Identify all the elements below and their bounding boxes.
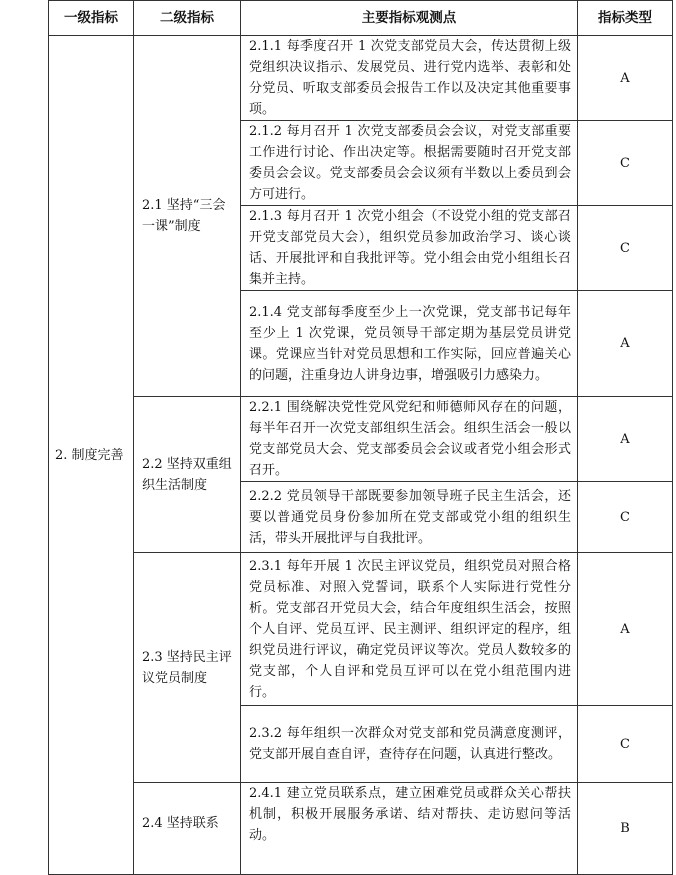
observation-cell: 2.1.4 党支部每季度至少上一次党课，党支部书记每年至少上 1 次党课，党员领导干部定期为基层党员讲党课。党课应当针对党员思想和工作实际，回应普遍关心的问题，注重身边人讲身边事，增强吸引力感染力。: [241, 291, 578, 397]
type-cell: A: [578, 36, 673, 121]
level2-cell: 2.2 坚持双重组织生活制度: [134, 397, 241, 553]
type-cell: A: [578, 397, 673, 482]
header-level1: 一级指标: [49, 1, 134, 36]
type-cell: B: [578, 783, 673, 875]
header-row: [49, 1, 673, 36]
type-cell: C: [578, 121, 673, 206]
indicator-table: [48, 0, 673, 875]
level2-cell: 2.4 坚持联系: [134, 783, 241, 875]
type-cell: C: [578, 206, 673, 291]
header-type: 指标类型: [578, 1, 673, 36]
level1-cell: 2. 制度完善: [49, 36, 134, 875]
header-level2: 二级指标: [134, 1, 241, 36]
type-cell: A: [578, 553, 673, 706]
observation-cell: 2.3.2 每年组织一次群众对党支部和党员满意度测评，党支部开展自查自评，查待存在问题，认真进行整改。: [241, 706, 578, 783]
type-cell: A: [578, 291, 673, 397]
table-row: [49, 397, 673, 482]
level2-cell: 2.3 坚持民主评议党员制度: [134, 553, 241, 783]
observation-cell: 2.4.1 建立党员联系点，建立困难党员或群众关心帮扶机制，积极开展服务承诺、结对帮扶、走访慰问等活动。: [241, 783, 578, 875]
observation-cell: 2.1.2 每月召开 1 次党支部委员会会议，对党支部重要工作进行讨论、作出决定等。根据需要随时召开党支部委员会会议。党支部委员会会议须有半数以上委员到会方可进行。: [241, 121, 578, 206]
type-cell: C: [578, 482, 673, 553]
table-row: [49, 36, 673, 121]
table-row: [49, 783, 673, 875]
observation-cell: 2.1.3 每月召开 1 次党小组会（不设党小组的党支部召开党支部党员大会），组织党员参加政治学习、谈心谈话、开展批评和自我批评等。党小组会由党小组组长召集并主持。: [241, 206, 578, 291]
table-row: [49, 553, 673, 706]
level2-cell: 2.1 坚持“三会一课”制度: [134, 36, 241, 397]
observation-cell: 2.3.1 每年开展 1 次民主评议党员，组织党员对照合格党员标准、对照入党誓词，联系个人实际进行党性分析。党支部召开党员大会，结合年度组织生活会，按照个人自评、党员互评、民主测评、组织评定的程序，组织党员进行评议，确定党员评议等次。党员人数较多的党支部，个人自评和党员互评可以在党小组范围内进行。: [241, 553, 578, 706]
observation-cell: 2.2.1 围绕解决党性党风党纪和师德师风存在的问题，每半年召开一次党支部组织生活会。组织生活会一般以党支部党员大会、党支部委员会会议或者党小组会形式召开。: [241, 397, 578, 482]
observation-cell: 2.2.2 党员领导干部既要参加领导班子民主生活会，还要以普通党员身份参加所在党支部或党小组的组织生活，带头开展批评与自我批评。: [241, 482, 578, 553]
observation-cell: 2.1.1 每季度召开 1 次党支部党员大会，传达贯彻上级党组织决议指示、发展党员、进行党内选举、表彰和处分党员、听取支部委员会报告工作以及决定其他重要事项。: [241, 36, 578, 121]
type-cell: C: [578, 706, 673, 783]
header-observation: 主要指标观测点: [241, 1, 578, 36]
